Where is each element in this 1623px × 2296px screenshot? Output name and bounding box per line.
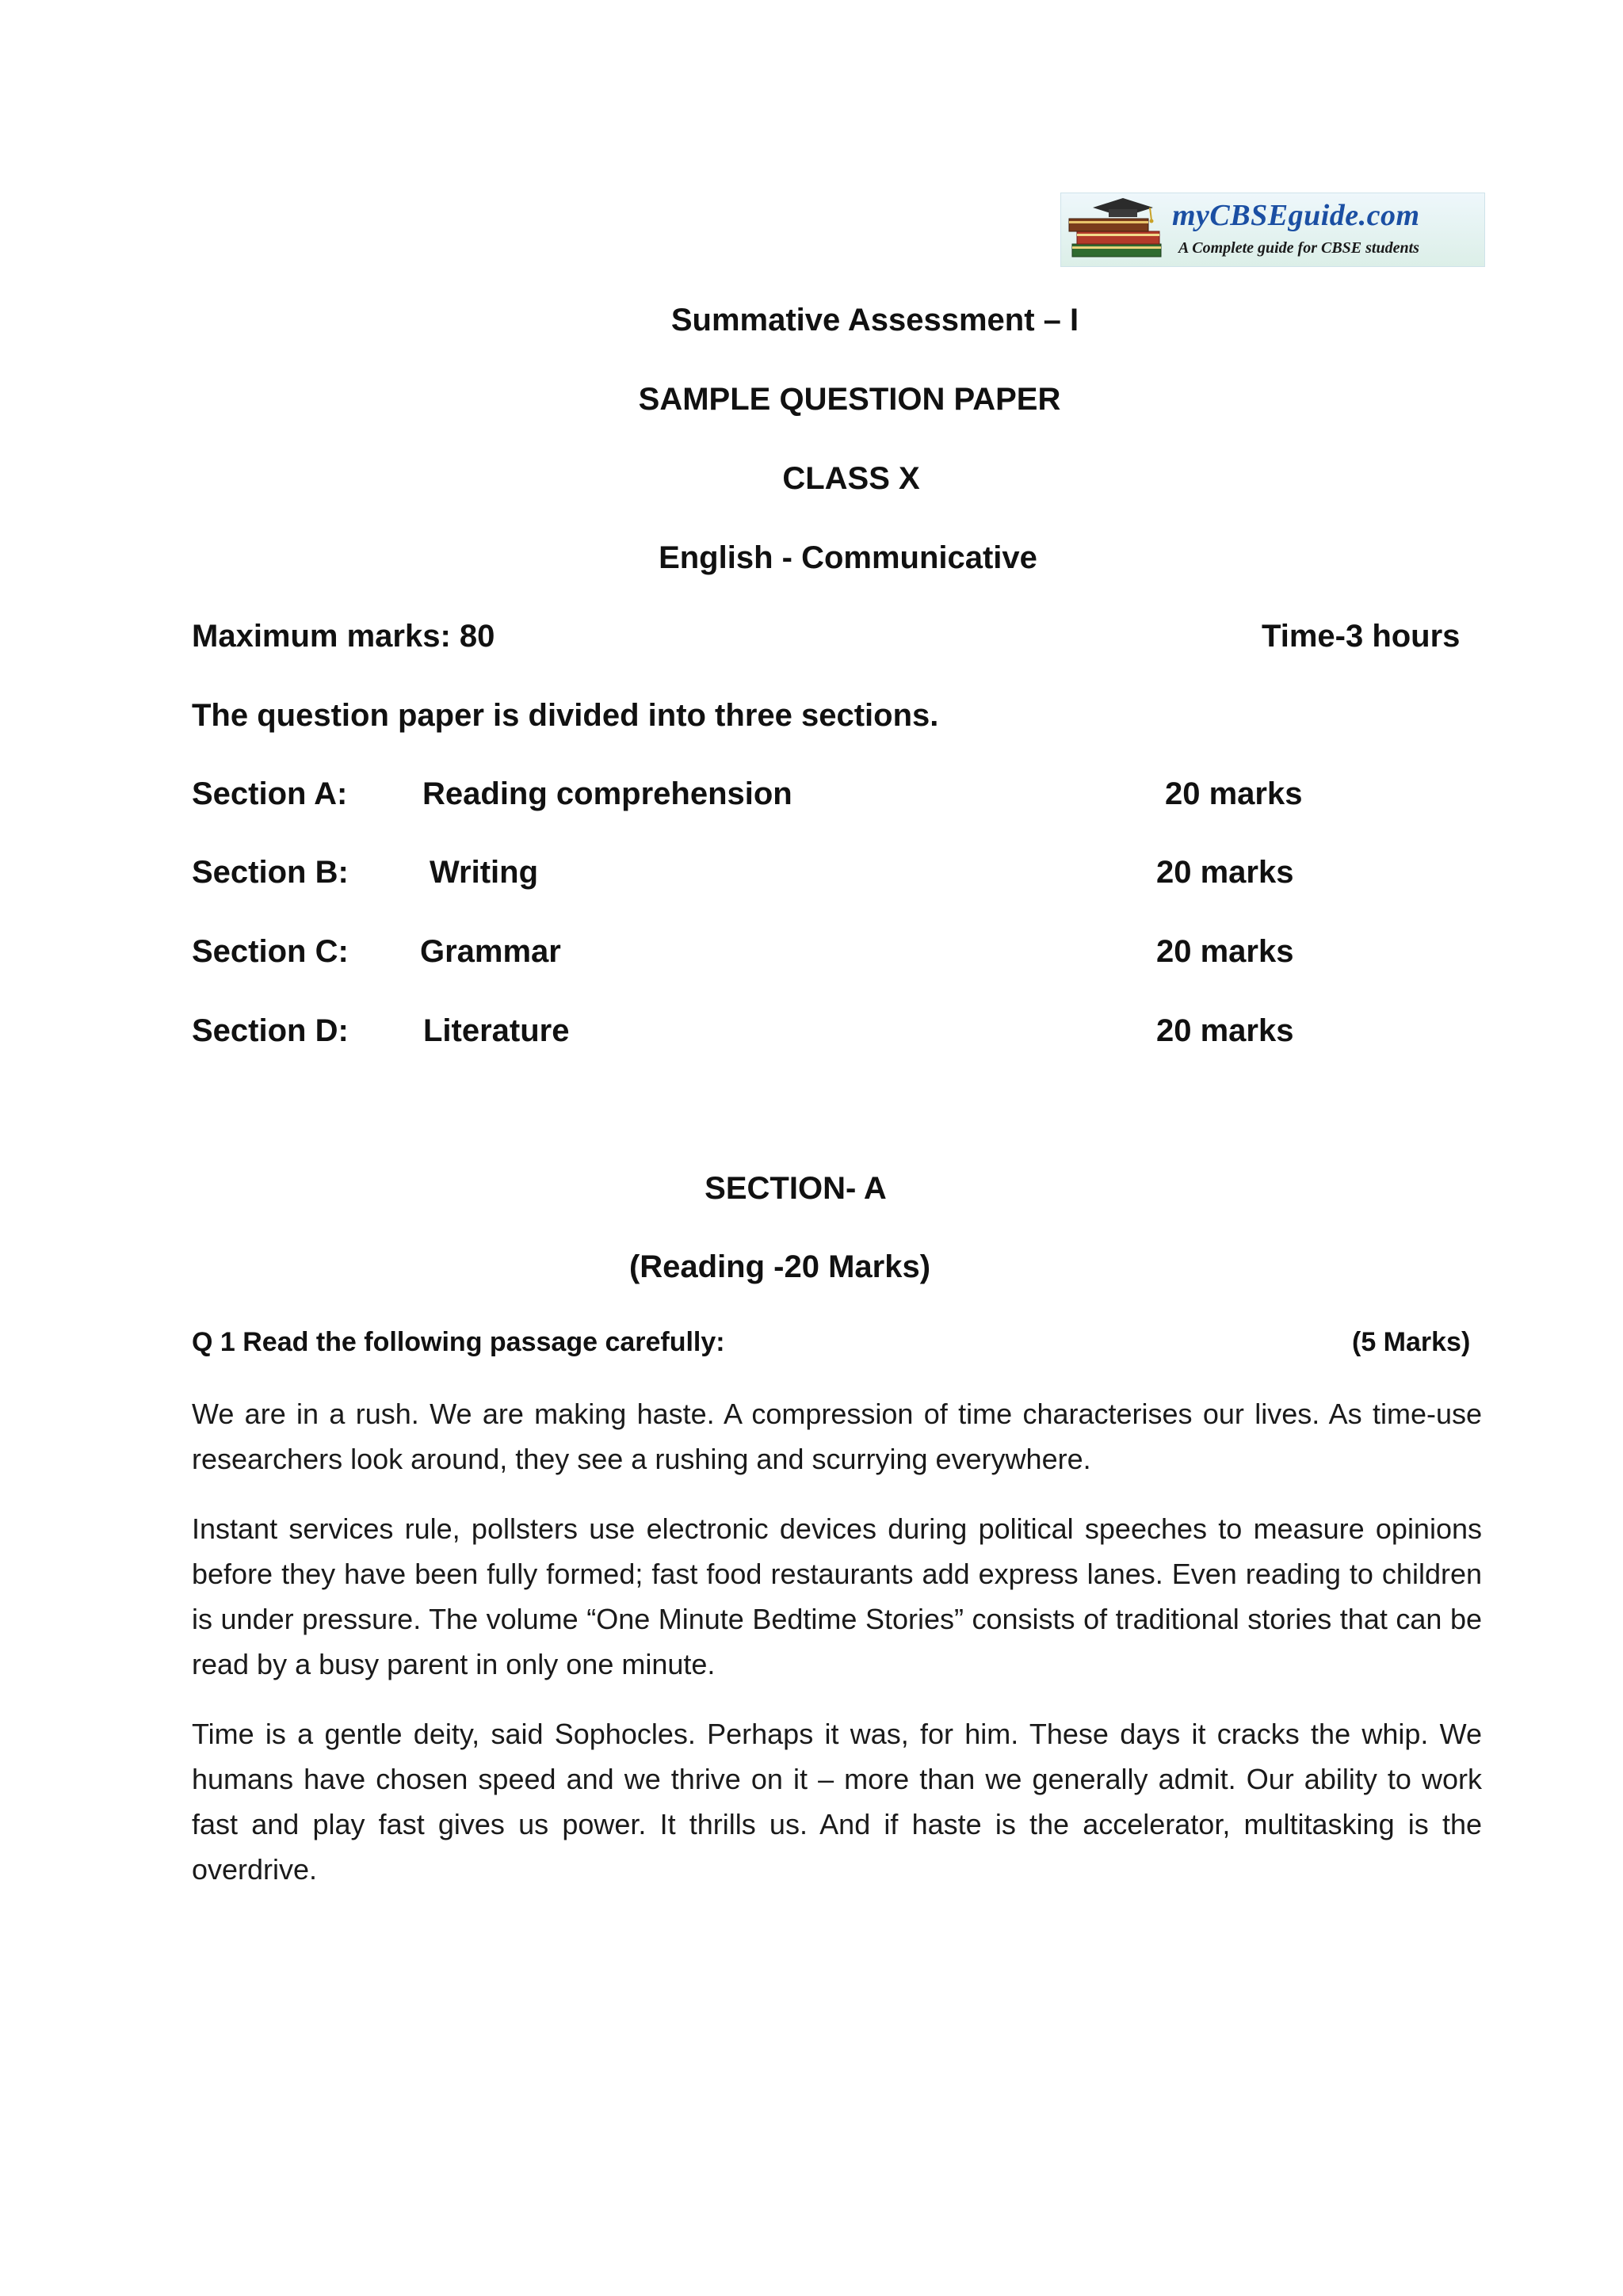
- paper-subtitle: SAMPLE QUESTION PAPER: [638, 382, 1061, 417]
- books-graduation-cap-icon: [1061, 193, 1172, 266]
- section-c-name: Grammar: [420, 934, 561, 969]
- section-b-label: Section B:: [192, 855, 349, 890]
- section-d-label: Section D:: [192, 1013, 349, 1048]
- section-a-name: Reading comprehension: [422, 776, 792, 811]
- section-d-name: Literature: [423, 1013, 570, 1048]
- passage-paragraph-1: We are in a rush. We are making haste. A compression of time characterises our lives. As time-use researchers look around, they see a rushing and scurrying everywhere.: [192, 1398, 1482, 1475]
- section-a-subheading: (Reading -20 Marks): [628, 1249, 931, 1284]
- section-d-marks: 20 marks: [1156, 1013, 1294, 1048]
- passage-paragraph-2: Instant services rule, pollsters use electronic devices during political speeches to measure opinions before they have been fully formed; fast food restaurants add express lanes. Even reading to children is under pressure. The volume “One Minute Bedtime Stories” consists of traditional stories that can be read by a busy parent in only one minute.: [192, 1512, 1482, 1680]
- division-note: The question paper is divided into three sections.: [192, 698, 939, 733]
- question-1-prompt: Q 1 Read the following passage carefully:: [192, 1327, 725, 1357]
- logo-tagline: A Complete guide for CBSE students: [1178, 239, 1419, 257]
- section-a-label: Section A:: [192, 776, 348, 811]
- class-label: CLASS X: [782, 461, 920, 496]
- passage-paragraph-3: Time is a gentle deity, said Sophocles. Perhaps it was, for him. These days it cracks the whip. We humans have chosen speed and we thrive on it – more than we generally admit. Our ability to work fast and play fast gives us power. It thrills us. And if haste is the accelerator, multitasking is the overdrive.: [192, 1718, 1482, 1886]
- mycbseguide-logo: [1060, 193, 1485, 267]
- section-a-heading: SECTION- A: [705, 1171, 887, 1206]
- section-b-marks: 20 marks: [1156, 855, 1294, 890]
- section-b-name: Writing: [430, 855, 539, 890]
- paper-title: Summative Assessment – I: [670, 303, 1079, 338]
- logo-brand-text: myCBSEguide.com: [1172, 199, 1420, 232]
- section-c-marks: 20 marks: [1156, 934, 1294, 969]
- maximum-marks: Maximum marks: 80: [192, 619, 495, 654]
- section-c-label: Section C:: [192, 934, 349, 969]
- question-1-marks: (5 Marks): [1352, 1327, 1471, 1357]
- section-a-marks: 20 marks: [1165, 776, 1303, 811]
- subject-label: English - Communicative: [659, 540, 1037, 575]
- time-allowed: Time-3 hours: [1262, 619, 1461, 654]
